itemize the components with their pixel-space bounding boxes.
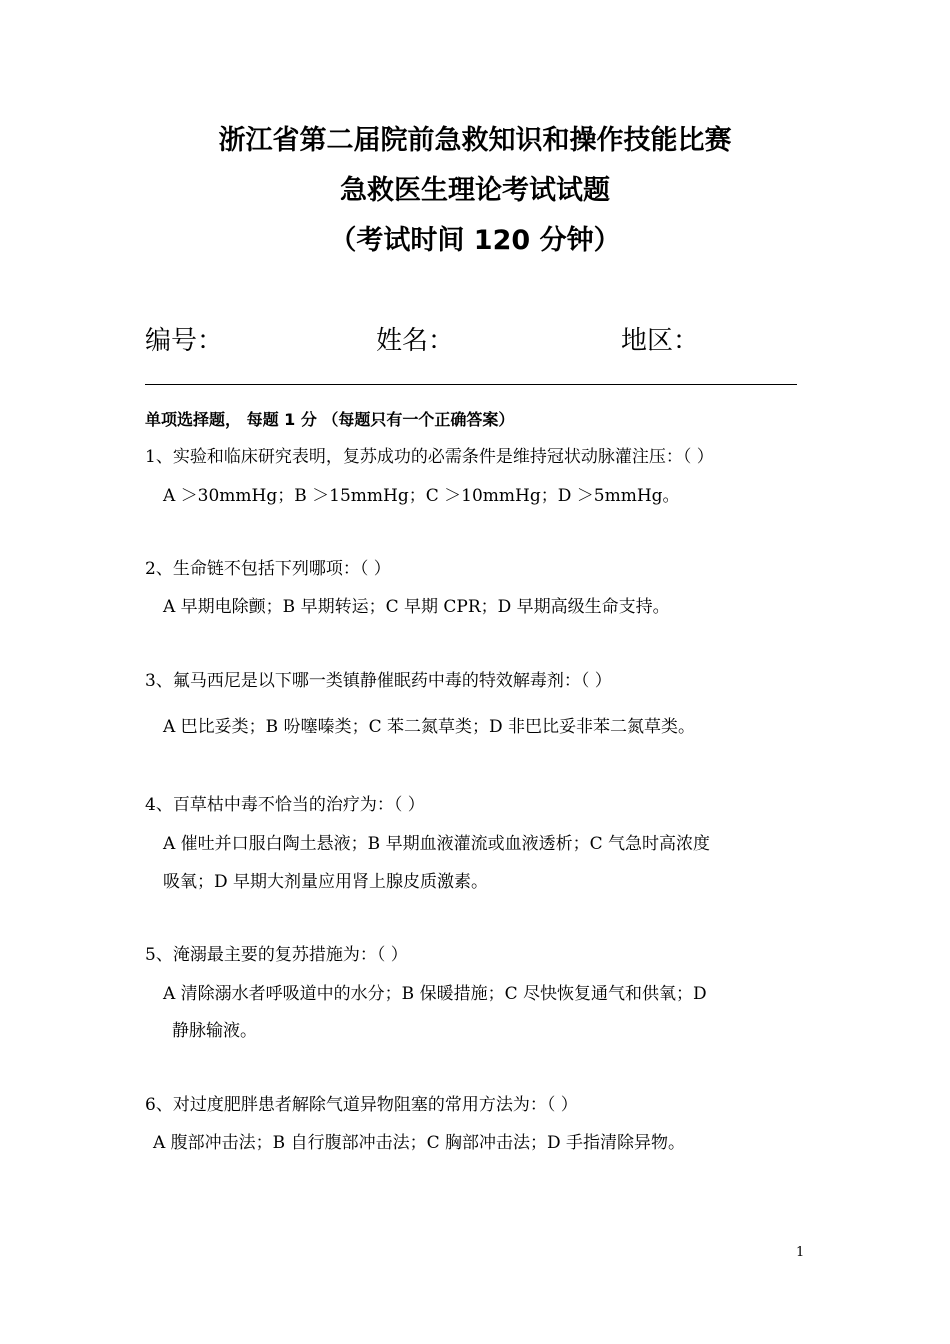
exam-title: 浙江省第二届院前急救知识和操作技能比赛 [218,125,732,156]
question-options: A 巴比妥类；B 吩噻嗪类；C 苯二氮草类；D 非巴比妥非苯二氮草类。 [163,717,696,737]
question-options: A ＞30mmHg；B ＞15mmHg；C ＞10mmHg；D ＞5mmHg。 [163,486,680,506]
question-options-continued: 吸氧；D 早期大剂量应用肾上腺皮质激素。 [163,872,489,892]
exam-duration: （考试时间 120 分钟） [329,225,621,256]
exam-subtitle: 急救医生理论考试试题 [340,175,610,206]
region-label: 地区： [621,326,700,356]
question-stem: 6、对过度肥胖患者解除气道异物阻塞的常用方法为：（ ） [145,1095,578,1115]
question-stem: 3、氟马西尼是以下哪一类镇静催眠药中毒的特效解毒剂：（ ） [145,671,612,691]
question-stem: 4、百草枯中毒不恰当的治疗为：（ ） [145,795,425,815]
question-stem: 1、实验和临床研究表明，复苏成功的必需条件是维持冠状动脉灌注压：（ ） [145,447,714,467]
question-stem: 2、生命链不包括下列哪项：（ ） [145,559,391,579]
header-divider [145,384,797,385]
number-label: 编号： [145,326,224,356]
section-heading: 单项选择题， 每题 1 分 （每题只有一个正确答案） [145,410,515,429]
question-stem: 5、淹溺最主要的复苏措施为：（ ） [145,945,408,965]
question-options: A 腹部冲击法；B 自行腹部冲击法；C 胸部冲击法；D 手指清除异物。 [153,1133,686,1153]
question-options: A 早期电除颤；B 早期转运；C 早期 CPR；D 早期高级生命支持。 [163,597,670,617]
name-label: 姓名： [376,326,455,356]
question-options: A 清除溺水者呼吸道中的水分；B 保暖措施；C 尽快恢复通气和供氧；D [163,984,707,1004]
page-number: 1 [796,1245,805,1260]
question-options-continued: 静脉输液。 [172,1021,257,1041]
question-options: A 催吐并口服白陶土悬液；B 早期血液灌流或血液透析；C 气急时高浓度 [163,834,710,854]
